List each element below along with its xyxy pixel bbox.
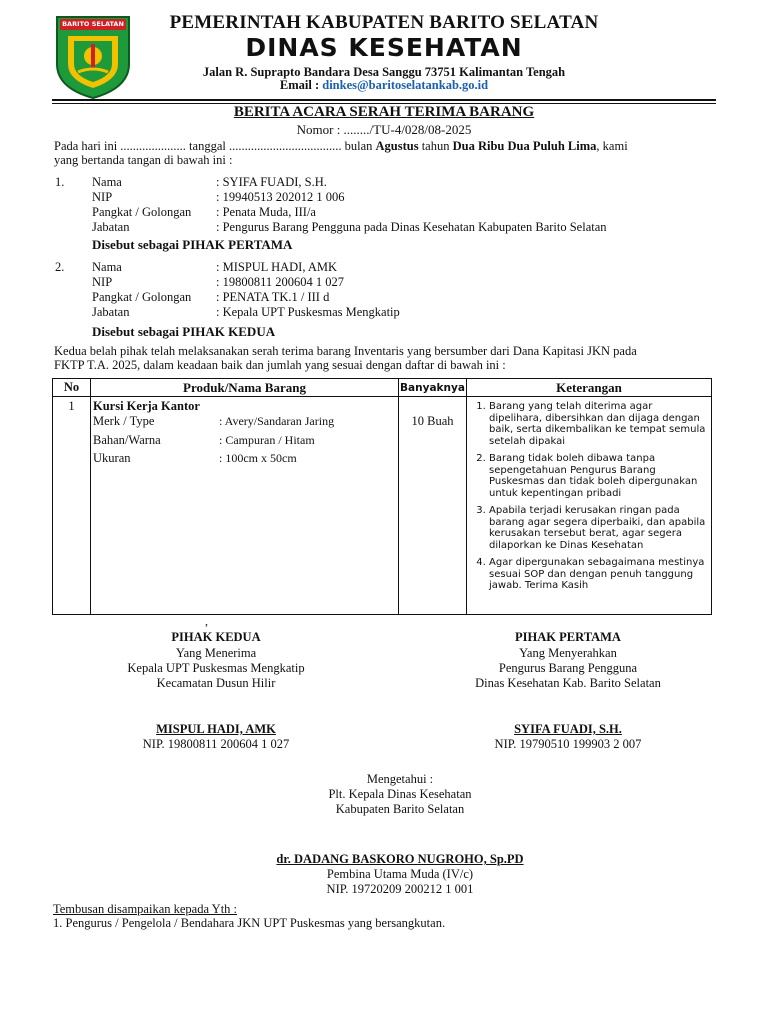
stray-comma: , <box>205 614 208 628</box>
header-government: PEMERINTAH KABUPATEN BARITO SELATAN <box>169 12 599 33</box>
row-produk <box>91 397 399 615</box>
sig-right-line: Dinas Kesehatan Kab. Barito Selatan <box>475 676 661 690</box>
pihak1-label: Nama <box>92 175 122 189</box>
pihak1-designation: Disebut sebagai PIHAK PERTAMA <box>92 237 293 252</box>
pihak2-number: 2. <box>55 260 65 274</box>
logo-text: BARITO SELATAN <box>62 20 124 28</box>
pihak1-number: 1. <box>55 175 65 189</box>
item-name: Kursi Kerja Kantor <box>93 399 200 413</box>
pihak1-value: : Penata Muda, III/a <box>216 205 316 219</box>
pihak2-value: : 19800811 200604 1 027 <box>216 275 345 289</box>
row-banyak: 10 Buah <box>399 397 467 615</box>
email-label: Email : <box>279 78 323 92</box>
intro-paragraph: Pada hari ini ..................... tanggal .................................... bulan Agustus tahun Dua Ribu Dua Puluh Lima, kami yang bertanda tangan di bawah ini : <box>54 139 628 167</box>
sig-right-line: Yang Menyerahkan <box>519 646 617 660</box>
header-address: Jalan R. Suprapto Bandara Desa Sanggu 73751 Kalimantan Tengah <box>202 65 566 79</box>
sig-left-nip: NIP. 19800811 200604 1 027 <box>142 737 290 751</box>
intro-year: Dua Ribu Dua Puluh Lima <box>452 139 597 153</box>
sig-right-name: SYIFA FUADI, S.H. <box>514 722 622 736</box>
sig-right-line: Pengurus Barang Pengguna <box>498 661 638 675</box>
row-keterangan <box>467 397 712 615</box>
pihak2-label: Nama <box>92 260 122 274</box>
pihak2-designation: Disebut sebagai PIHAK KEDUA <box>92 324 276 339</box>
mengetahui-rank: Pembina Utama Muda (IV/c) <box>326 867 474 881</box>
header-no: No <box>53 379 91 397</box>
spec-label: Bahan/Warna <box>93 433 161 447</box>
intro-month: Agustus <box>375 139 419 153</box>
pihak1-label: NIP <box>92 190 113 204</box>
body-paragraph: Kedua belah pihak telah melaksanakan serah terima barang Inventaris yang bersumber dari Dana Kapitasi JKN pada FKTP T.A. 2025, dalam keadaan baik dan jumlah yang sesuai dengan daftar di bawah ini : <box>54 344 637 372</box>
pihak2-label: Jabatan <box>92 305 130 319</box>
spec-label: Merk / Type <box>93 414 155 428</box>
pihak1-value: : SYIFA FUADI, S.H. <box>216 175 327 189</box>
signature-right <box>432 630 704 752</box>
row-no: 1 <box>53 397 91 615</box>
sig-left-name: MISPUL HADI, AMK <box>156 722 276 736</box>
mengetahui-label: Mengetahui : <box>366 772 434 786</box>
header-agency: DINAS KESEHATAN <box>245 33 523 62</box>
header-produk: Produk/Nama Barang <box>91 379 399 397</box>
sig-left-line: Kepala UPT Puskesmas Mengkatip <box>127 661 305 675</box>
mengetahui-block <box>200 772 600 897</box>
pihak1-label: Pangkat / Golongan <box>92 205 192 219</box>
document-title: BERITA ACARA SERAH TERIMA BARANG <box>233 104 535 120</box>
document-number: Nomor : ......../TU-4/028/08-2025 <box>296 122 472 137</box>
sig-left-title: PIHAK KEDUA <box>171 630 261 644</box>
pihak2-label: NIP <box>92 275 113 289</box>
pihak1-label: Jabatan <box>92 220 130 234</box>
spec-value: : Campuran / Hitam <box>219 433 315 447</box>
spec-value: : Avery/Sandaran Jaring <box>219 414 335 428</box>
table-row <box>53 397 712 615</box>
pihak2-value: : MISPUL HADI, AMK <box>216 260 338 274</box>
mengetahui-line: Kabupaten Barito Selatan <box>335 802 465 816</box>
spec-label: Ukuran <box>93 451 131 465</box>
signature-left <box>80 630 352 752</box>
sig-right-title: PIHAK PERTAMA <box>515 630 621 644</box>
sig-right-nip: NIP. 19790510 199903 2 007 <box>494 737 642 751</box>
pihak2-value: : PENATA TK.1 / III d <box>216 290 330 304</box>
pihak2-value: : Kepala UPT Puskesmas Mengkatip <box>216 305 400 319</box>
keterangan-item: 2. Barang tidak boleh dibawa tanpa sepengetahuan Pengurus Barang Puskesmas dan tidak boleh dipergunakan untuk kepentingan pribadi <box>489 453 707 499</box>
tembusan-item: 1. Pengurus / Pengelola / Bendahara JKN UPT Puskesmas yang bersangkutan. <box>53 916 446 930</box>
pihak1-value: : 19940513 202012 1 006 <box>216 190 345 204</box>
pihak2-label: Pangkat / Golongan <box>92 290 192 304</box>
table-header-row <box>53 379 712 397</box>
keterangan-item: 3. Apabila terjadi kerusakan ringan pada barang agar segera diperbaiki, dan apabila kerusakan tersebut berat, agar segera dilaporkan ke Dinas Kesehatan <box>489 505 707 551</box>
pihak1-value: : Pengurus Barang Pengguna pada Dinas Kesehatan Kabupaten Barito Selatan <box>216 220 607 234</box>
mengetahui-name: dr. DADANG BASKORO NUGROHO, Sp.PD <box>276 852 524 866</box>
sig-left-line: Kecamatan Dusun Hilir <box>156 676 276 690</box>
email-link[interactable]: dinkes@baritoselatankab.go.id <box>322 78 489 92</box>
items-table <box>52 378 712 615</box>
header-banyak: Banyaknya <box>399 379 467 397</box>
header-keterangan: Keterangan <box>467 379 712 397</box>
regency-logo <box>54 14 132 100</box>
keterangan-item: 4. Agar dipergunakan sebagaimana mestinya sesuai SOP dan dengan penuh tanggung jawab. Terima Kasih <box>489 557 707 592</box>
spec-value: : 100cm x 50cm <box>219 451 297 465</box>
tembusan-title: Tembusan disampaikan kepada Yth : <box>53 902 238 916</box>
sig-left-line: Yang Menerima <box>175 646 257 660</box>
mengetahui-nip: NIP. 19720209 200212 1 001 <box>326 882 474 896</box>
keterangan-item: 1. Barang yang telah diterima agar dipelihara, dibersihkan dan dijaga dengan baik, serta dikembalikan ke tempat semula setelah dipakai <box>489 401 707 447</box>
header-email <box>140 78 628 93</box>
header-rule-thick <box>52 99 716 101</box>
mengetahui-line: Plt. Kepala Dinas Kesehatan <box>328 787 472 801</box>
